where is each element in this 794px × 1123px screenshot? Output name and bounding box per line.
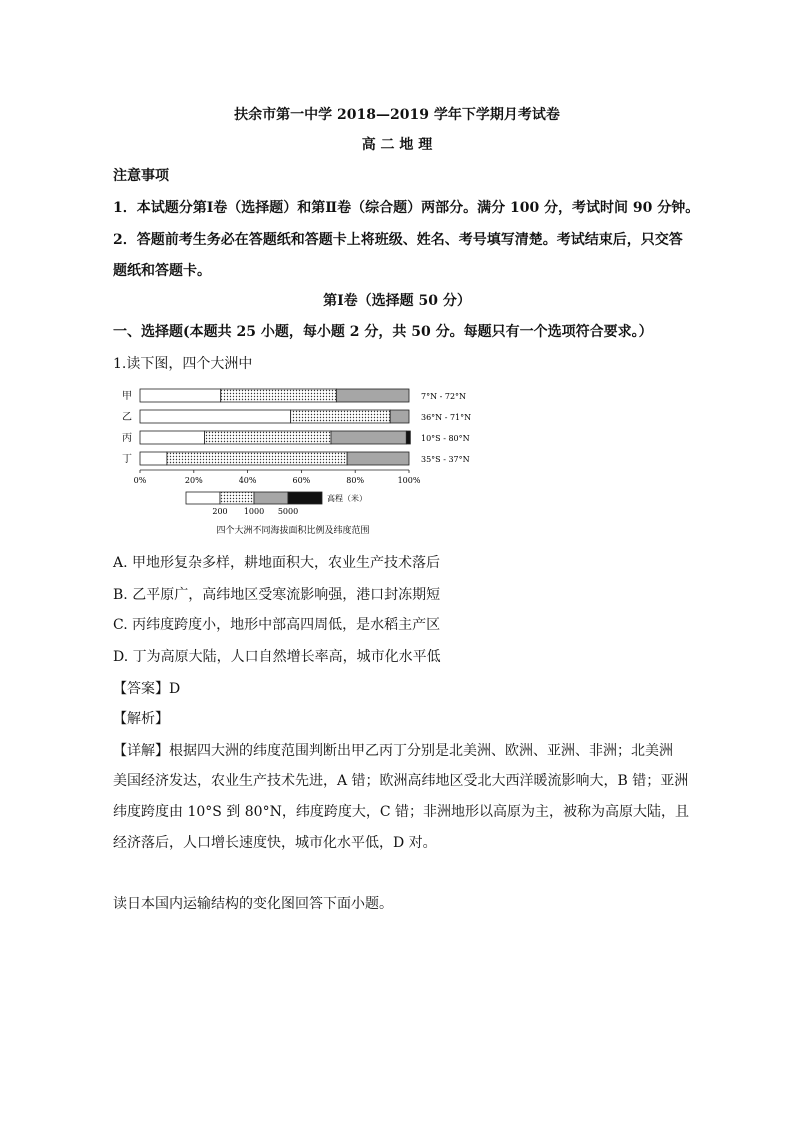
x-tick-label-0: 0%	[133, 476, 147, 485]
x-tick-label-4: 80%	[346, 476, 365, 485]
legend-swatch-0	[186, 492, 220, 504]
altitude-chart-svg	[118, 383, 478, 543]
detail-line-2: 美国经济发达，农业生产技术先进，A 错；欧洲高纬地区受北大西洋暖流影响大，B 错；亚洲	[113, 773, 689, 789]
bar-segment-3-2	[347, 452, 409, 465]
chart-caption: 四个大洲不同海拔面积比例及纬度范围	[216, 526, 370, 536]
lat-range-3: 35°S - 37°N	[421, 455, 470, 464]
detail-line-1: 【详解】根据四大洲的纬度范围判断出甲乙丙丁分别是北美洲、欧洲、亚洲、非洲；北美洲	[113, 743, 673, 759]
detail-line-4: 经济落后，人口增长速度快，城市化水平低，D 对。	[113, 835, 437, 851]
lat-range-2: 10°S - 80°N	[421, 434, 470, 443]
row-label-1: 乙	[122, 412, 132, 423]
bar-segment-2-2	[331, 431, 406, 444]
option-c: C. 丙纬度跨度小，地形中部高四周低，是水稻主产区	[113, 617, 441, 633]
x-tick-label-1: 20%	[184, 476, 203, 485]
bar-segment-1-0	[140, 410, 291, 423]
x-tick-label-5: 100%	[397, 476, 421, 485]
answer-label: 【答案】D	[113, 681, 181, 697]
section-title: 第Ⅰ卷（选择题 50 分）	[323, 293, 471, 309]
legend-swatch-2	[254, 492, 288, 504]
bar-segment-2-1	[205, 431, 331, 444]
altitude-chart	[118, 383, 478, 543]
x-tick-label-3: 60%	[292, 476, 311, 485]
option-b: B. 乙平原广，高纬地区受寒流影响强，港口封冻期短	[113, 587, 441, 603]
next-question-intro: 读日本国内运输结构的变化图回答下面小题。	[113, 896, 393, 912]
legend-boundary-1: 1000	[243, 507, 265, 516]
bar-segment-0-2	[336, 389, 409, 402]
lat-range-1: 36°N - 71°N	[421, 413, 472, 422]
bar-segment-2-3	[406, 431, 410, 444]
legend-swatch-1	[220, 492, 254, 504]
row-label-2: 丙	[122, 433, 132, 444]
row-label-0: 甲	[122, 391, 132, 402]
legend-boundary-2: 5000	[277, 507, 299, 516]
lat-range-0: 7°N - 72°N	[421, 392, 467, 401]
exam-subtitle: 高 二 地 理	[361, 137, 433, 153]
legend-swatch-3	[288, 492, 322, 504]
legend-unit-label: 高程（米）	[327, 494, 367, 503]
bar-segment-3-0	[140, 452, 167, 465]
notice-heading: 注意事项	[113, 168, 169, 184]
notice-item-2-line2: 题纸和答题卡。	[113, 263, 211, 279]
notice-item-1: 1．本试题分第Ⅰ卷（选择题）和第Ⅱ卷（综合题）两部分。满分 100 分，考试时间 90 分钟。	[113, 200, 700, 216]
analysis-label: 【解析】	[113, 711, 169, 727]
bar-segment-2-0	[140, 431, 205, 444]
detail-line-3: 纬度跨度由 10°S 到 80°N，纬度跨度大，C 错；非洲地形以高原为主，被称为高原大陆，且	[113, 804, 689, 820]
bar-segment-0-0	[140, 389, 221, 402]
option-a: A. 甲地形复杂多样，耕地面积大，农业生产技术落后	[113, 555, 441, 571]
exam-title: 扶余市第一中学 2018—2019 学年下学期月考试卷	[234, 107, 560, 123]
row-label-3: 丁	[122, 454, 132, 465]
option-d: D. 丁为高原大陆，人口自然增长率高，城市化水平低	[113, 649, 441, 665]
question-1-stem: 1.读下图，四个大洲中	[113, 356, 253, 372]
legend-boundary-0: 200	[212, 507, 228, 516]
bar-segment-1-2	[390, 410, 409, 423]
section-instruction: 一、选择题(本题共 25 小题，每小题 2 分，共 50 分。每题只有一个选项符合要求。）	[113, 324, 653, 340]
x-tick-label-2: 40%	[238, 476, 257, 485]
bar-segment-0-1	[221, 389, 337, 402]
notice-item-2-line1: 2．答题前考生务必在答题纸和答题卡上将班级、姓名、考号填写清楚。考试结束后，只交答	[113, 232, 683, 248]
bar-segment-1-1	[291, 410, 391, 423]
bar-segment-3-1	[167, 452, 347, 465]
